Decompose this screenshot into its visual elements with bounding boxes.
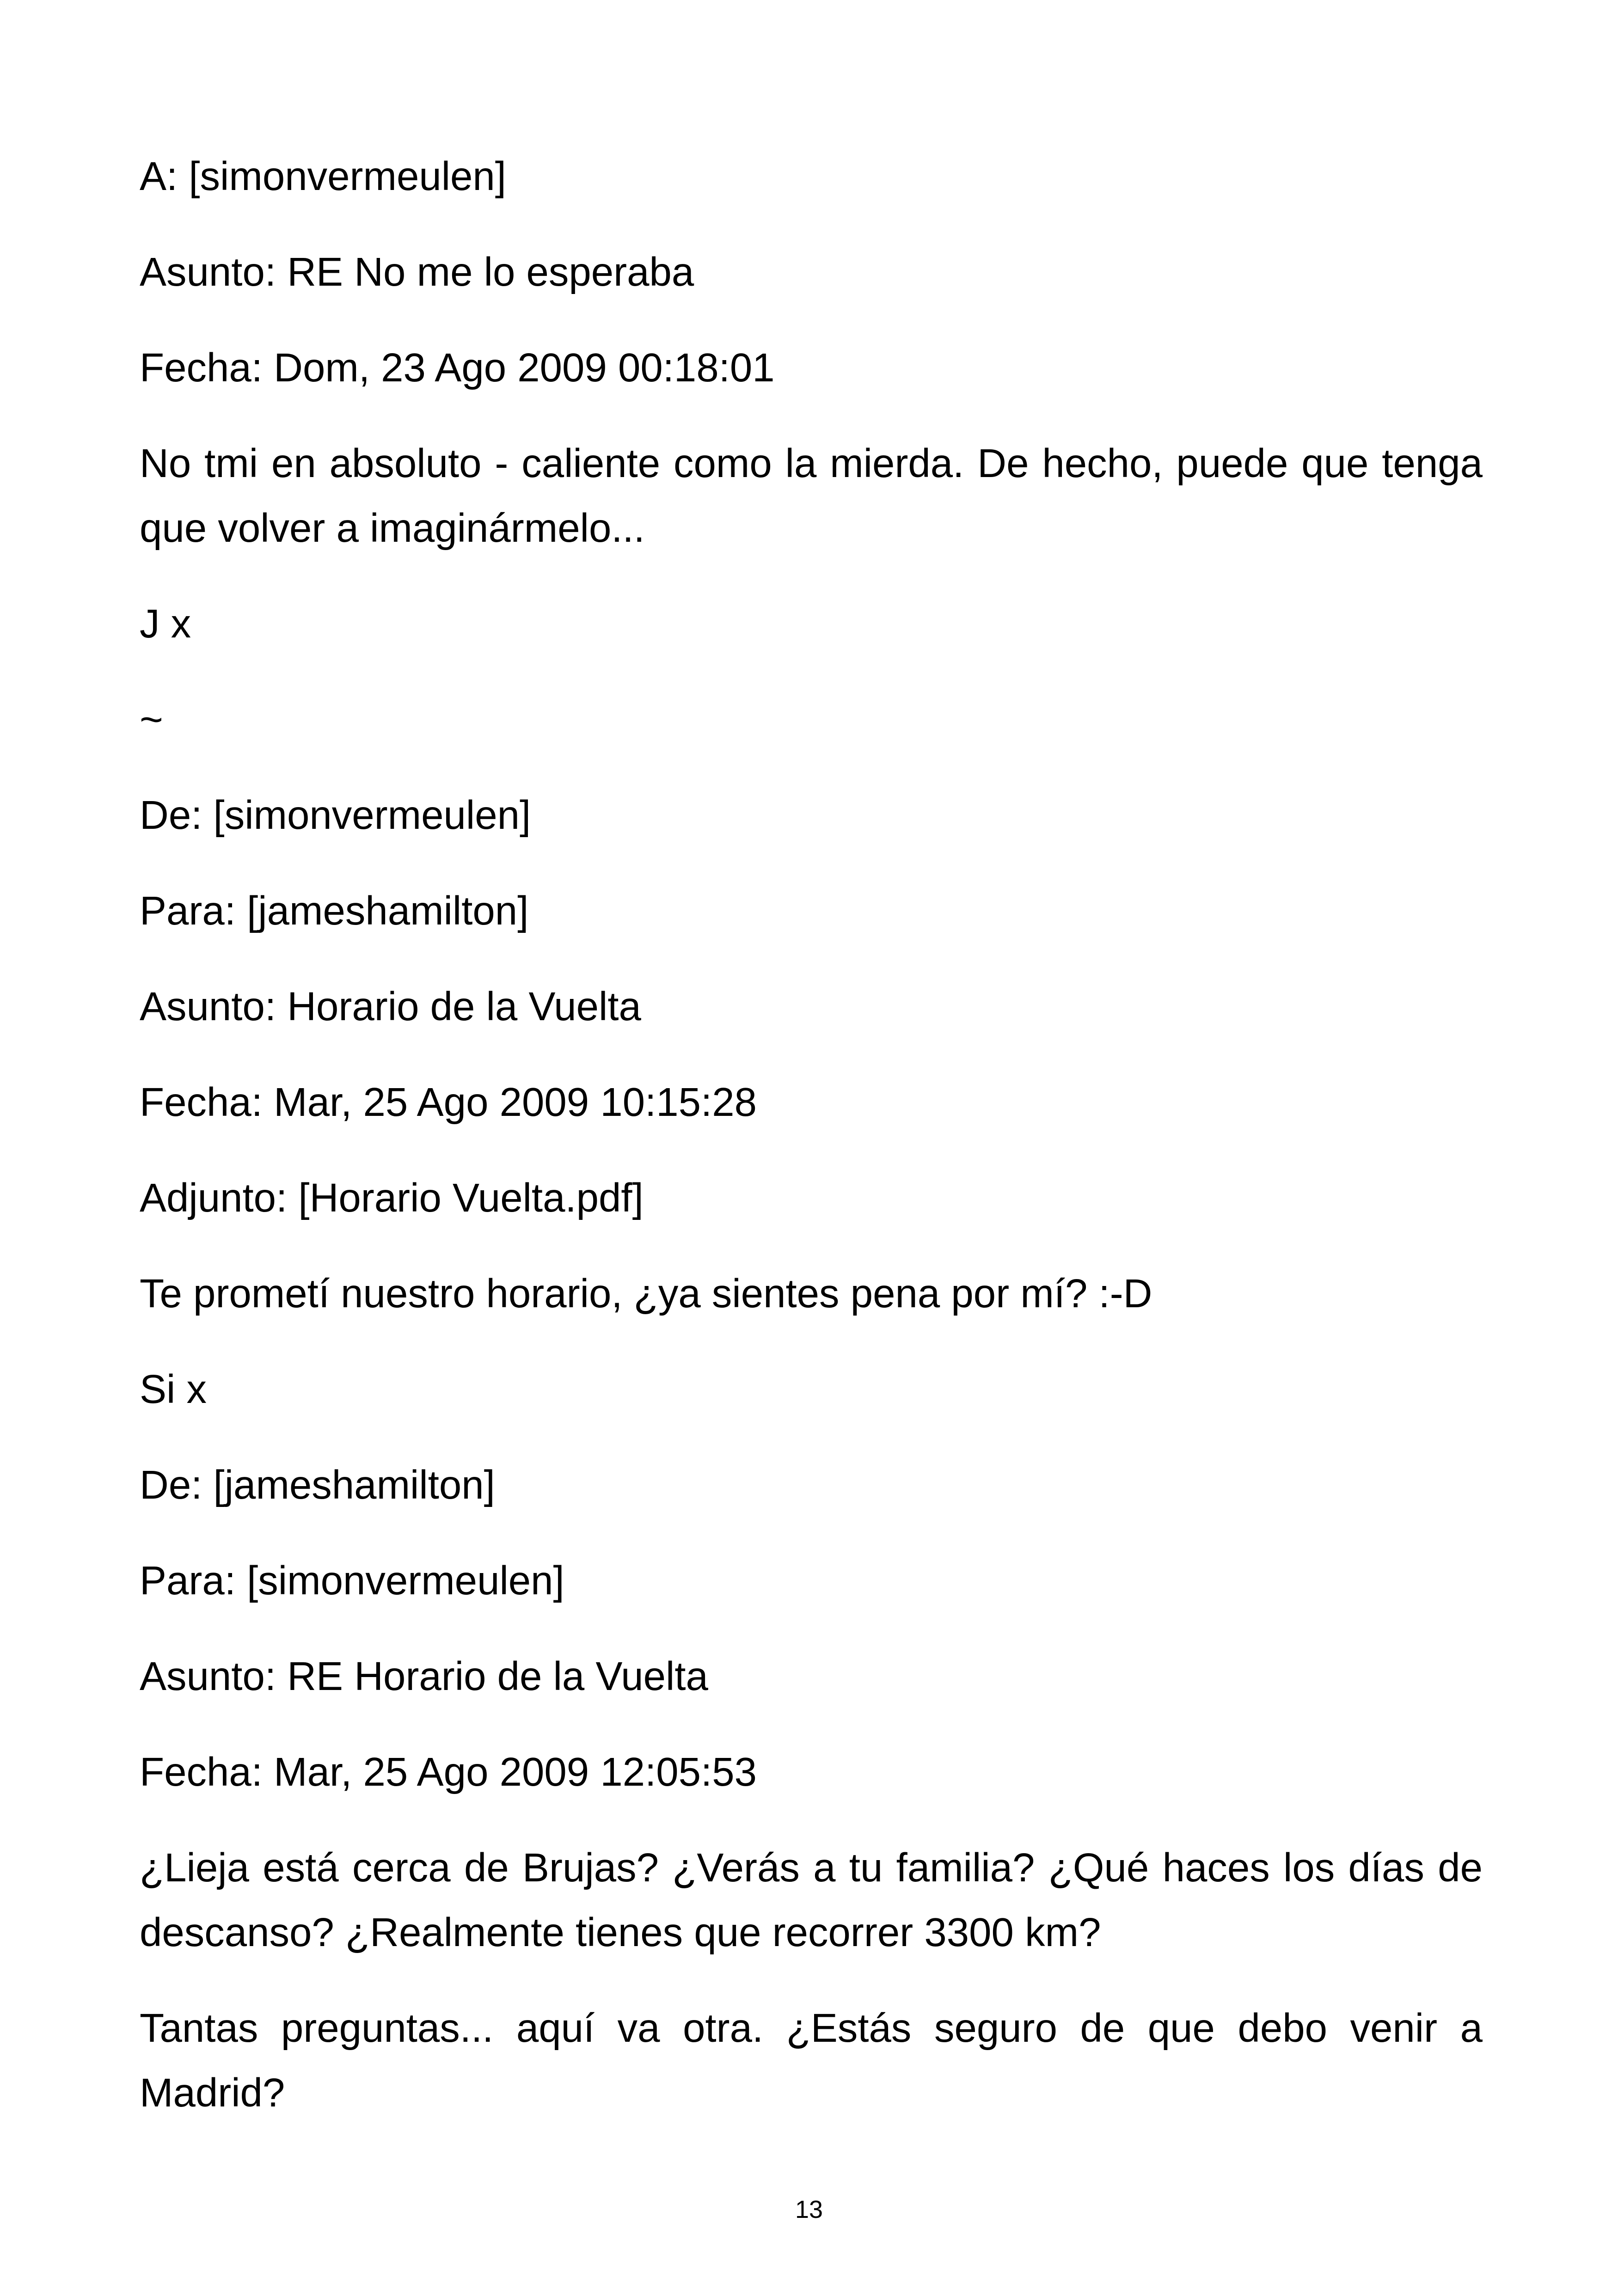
email-body-paragraph: ¿Lieja está cerca de Brujas? ¿Verás a tu familia? ¿Qué haces los días de descanso? ¿Realmente tienes que recorrer 3300 km? [140,1845,1483,1955]
email-date-line: Fecha: Dom, 23 Ago 2009 00:18:01 [140,345,775,390]
email-thread [140,144,1483,2156]
email-subject-line: Asunto: Horario de la Vuelta [140,984,641,1029]
email-to-line: Para: [simonvermeulen] [140,1558,564,1603]
email-to-line: Para: [jameshamilton] [140,888,529,933]
email-subject-line: Asunto: RE Horario de la Vuelta [140,1654,708,1699]
email-from-line: De: [simonvermeulen] [140,793,531,838]
section-separator: ~ [140,697,163,742]
page-number: 13 [795,2196,823,2223]
email-signature: J x [140,601,191,646]
email-body-paragraph: Te prometí nuestro horario, ¿ya sientes pena por mí? :-D [140,1271,1152,1316]
email-subject-line: Asunto: RE No me lo esperaba [140,250,694,294]
email-date-line: Fecha: Mar, 25 Ago 2009 10:15:28 [140,1080,757,1125]
email-from-line: De: [jameshamilton] [140,1463,495,1507]
email-body-paragraph: No tmi en absoluto - caliente como la mierda. De hecho, puede que tenga que volver a imaginármelo... [140,441,1483,551]
email-to-line: A: [simonvermeulen] [140,154,506,199]
email-attachment-line: Adjunto: [Horario Vuelta.pdf] [140,1176,644,1220]
email-date-line: Fecha: Mar, 25 Ago 2009 12:05:53 [140,1750,757,1794]
email-body-paragraph: Tantas preguntas... aquí va otra. ¿Estás seguro de que debo venir a Madrid? [140,2006,1483,2115]
email-signature: Si x [140,1367,207,1412]
